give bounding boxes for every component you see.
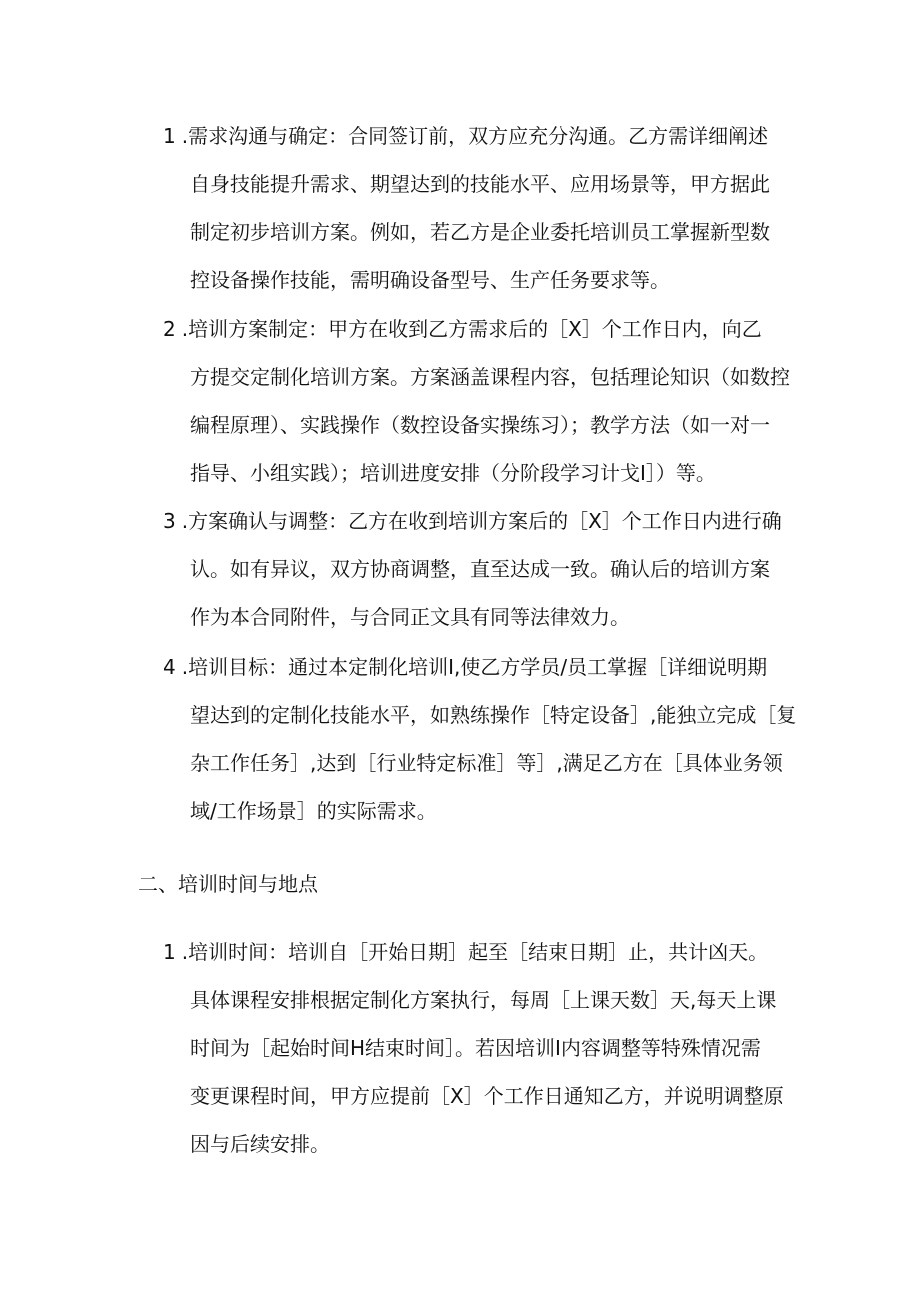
section-heading: 二、培训时间与地点 bbox=[138, 872, 318, 896]
clause-2-1 bbox=[163, 928, 783, 1168]
clause-1-1 bbox=[163, 112, 783, 304]
clause-line: 杂工作任务］,达到［行业特定标准］等］,满足乙方在［具体业务领 bbox=[190, 751, 783, 775]
clause-text: .方案确认与调整：乙方在收到培训方案后的［X］个工作日内进行确 bbox=[181, 509, 782, 533]
clause-line: 指导、小组实践）；培训进度安排（分阶段学习计戈I］）等。 bbox=[190, 461, 716, 485]
clause-line: 时间为［起始时间H结束时间］。若因培训I内容调整等特殊情况需 bbox=[190, 1036, 761, 1060]
clause-line: 作为本合同附件，与合同正文具有同等法律效力。 bbox=[190, 605, 630, 629]
clause-1-2 bbox=[163, 305, 790, 497]
clause-line: 控设备操作技能，需明确设备型号、生产任务要求等。 bbox=[190, 268, 670, 292]
clause-line bbox=[163, 643, 783, 691]
clause-number: 1 bbox=[163, 124, 176, 148]
clause-line: 变更课程时间，甲方应提前［X］个工作日通知乙方，并说明调整原 bbox=[190, 1084, 784, 1108]
clause-line: 域/工作场景］的实际需求。 bbox=[190, 799, 437, 823]
clause-line bbox=[163, 928, 783, 976]
clause-text: .需求沟通与确定：合同签订前，双方应充分沟通。乙方需详细阐述 bbox=[181, 124, 769, 148]
clause-text: .培训目标：通过本定制化培训I,使乙方学员/员工掌握［详细说明期 bbox=[181, 655, 768, 679]
clause-1-3 bbox=[163, 497, 783, 641]
clause-line bbox=[163, 305, 783, 353]
clause-line: 自身技能提升需求、期望达到的技能水平、应用场景等，甲方据此 bbox=[190, 172, 770, 196]
clause-text: .培训方案制定：甲方在收到乙方需求后的［X］个工作日内，向乙 bbox=[181, 317, 762, 341]
clause-number: 2 bbox=[163, 317, 176, 341]
clause-line bbox=[163, 112, 783, 160]
clause-number: 4 bbox=[163, 655, 176, 679]
clause-line: 认。如有异议，双方协商调整，直至达成一致。确认后的培训方案 bbox=[190, 557, 770, 581]
clause-line: 方提交定制化培训方案。方案涵盖课程内容，包括理论知识（如数控 bbox=[190, 365, 790, 389]
clause-number: 1 bbox=[163, 940, 176, 964]
clause-line: 具体课程安排根据定制化方案执行，每周［上课天数］天,每天上课 bbox=[190, 988, 777, 1012]
clause-line: 因与后续安排。 bbox=[190, 1132, 330, 1156]
clause-line bbox=[163, 497, 783, 545]
clause-line: 制定初步培训方案。例如，若乙方是企业委托培训员工掌握新型数 bbox=[190, 220, 770, 244]
clause-text: .培训时间：培训自［开始日期］起至［结束日期］止，共计凶天。 bbox=[181, 940, 769, 964]
clause-line: 编程原理）、实践操作（数控设备实操练习）；教学方法（如一对一 bbox=[190, 413, 770, 437]
clause-1-4 bbox=[163, 643, 797, 835]
clause-number: 3 bbox=[163, 509, 176, 533]
clause-line: 望达到的定制化技能水平，如熟练操作［特定设备］,能独立完成［复 bbox=[190, 703, 797, 727]
